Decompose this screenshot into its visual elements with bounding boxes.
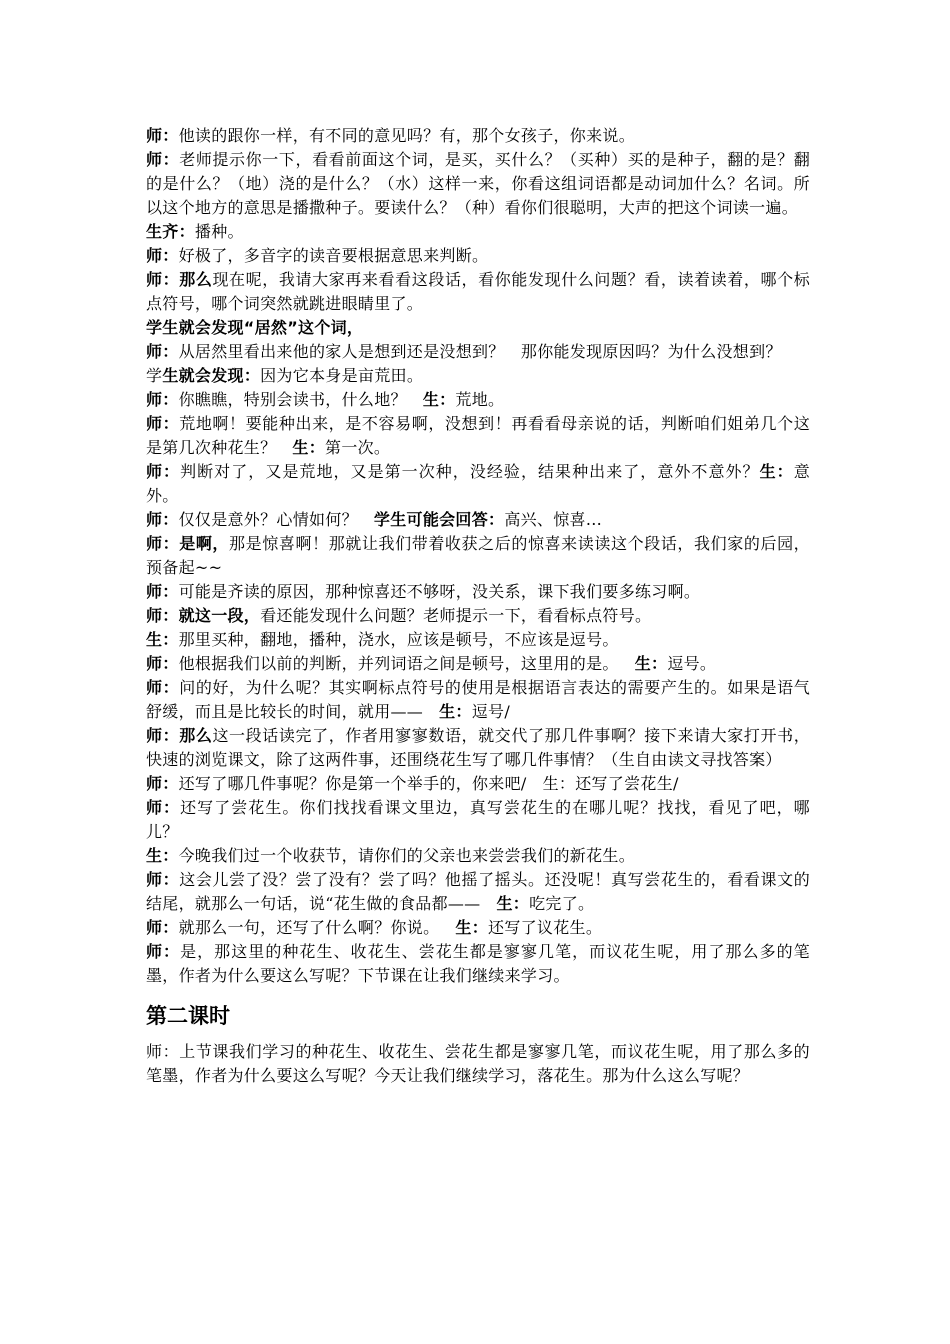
lesson-transcript [146, 124, 810, 988]
second-lesson-section [146, 998, 810, 1088]
speaker-label: 师：是啊， [146, 534, 230, 553]
dialogue-paragraph [146, 772, 810, 796]
dialogue-paragraph [146, 916, 810, 940]
speaker-label: 生： [292, 438, 326, 457]
dialogue-paragraph [146, 940, 810, 988]
document-page [146, 124, 810, 1088]
speaker-label: 生： [146, 630, 179, 649]
dialogue-paragraph [146, 532, 810, 580]
speaker-label: 生： [439, 702, 472, 721]
dialogue-text: 逗号/ [471, 702, 511, 721]
speaker-label: 师： [146, 774, 179, 793]
dialogue-paragraph [146, 580, 810, 604]
speaker-label: 师： [146, 798, 181, 817]
dialogue-text: 那里买种，翻地，播种，浇水，应该是顿号，不应该是逗号。 [178, 630, 619, 649]
dialogue-paragraph [146, 124, 810, 148]
dialogue-text: 老师提示你一下，看看前面这个词，是买，买什么？（买种）买的是种子，翻的是？翻的是什么？（地）浇的是什么？（水）这样一来，你看这组词语都是动词加什么？名词。所以这个地方的意思是播撒种子。要读什么？（种）看你们很聪明，大声的把这个词读一遍。 [146, 150, 810, 217]
second-lesson-transcript [146, 1040, 810, 1088]
dialogue-text: 因为它本身是亩荒田。 [260, 366, 424, 385]
speaker-label: 生齐： [146, 222, 195, 241]
dialogue-text: 意外。 [146, 462, 810, 505]
dialogue-paragraph [146, 628, 810, 652]
speaker-label: 师： [146, 390, 179, 409]
dialogue-text: 现在呢，我请大家再来看看这段话，看你能发现什么问题？看，读着读着，哪个标点符号，哪个词突然就跳进眼睛里了。 [146, 270, 810, 313]
speaker-label: 学生就会发现“居然”这个词， [146, 318, 364, 337]
dialogue-text: 还写了尝花生。你们找找看课文里边，真写尝花生的在哪儿呢？找找，看见了吧，哪儿？ [146, 798, 810, 841]
dialogue-text: 这会儿尝了没？尝了没有？尝了吗？他摇了摇头。还没呢！真写尝花生的，看看课文的结尾，就那么一句话，说“花生做的食品都—— [146, 870, 810, 913]
dialogue-text: 判断对了，又是荒地，又是第一次种，没经验，结果种出来了，意外不意外？ [180, 462, 760, 481]
dialogue-text: 那是惊喜啊！那就让我们带着收获之后的惊喜来读读这个段话，我们家的后园，预备起~~ [146, 534, 810, 577]
dialogue-text: 生：还写了尝花生/ [542, 774, 679, 793]
speaker-label: 生： [455, 918, 489, 937]
dialogue-text: 荒地啊！要能种出来，是不容易啊，没想到！再看看母亲说的话，判断咱们姐弟几个这是第几次种花生？ [146, 414, 810, 457]
dialogue-text: 就那么一句，还写了什么啊？你说。 [178, 918, 440, 937]
dialogue-text: 今晚我们过一个收获节，请你们的父亲也来尝尝我们的新花生。 [178, 846, 636, 865]
speaker-label: 生： [146, 846, 179, 865]
speaker-label: 师： [146, 654, 179, 673]
dialogue-text: 仅仅是意外？心情如何？ [178, 510, 358, 529]
dialogue-text: 这一段话读完了，作者用寥寥数语，就交代了那几件事啊？接下来请大家打开书，快速的浏览课文，除了这两件事，还围绕花生写了哪几件事情？（生自由读文寻找答案） [146, 726, 810, 769]
dialogue-text: 看还能发现什么问题？老师提示一下，看看标点符号。 [260, 606, 652, 625]
speaker-label: 生： [422, 390, 456, 409]
dialogue-paragraph [146, 268, 810, 316]
dialogue-text: 播种。 [194, 222, 244, 241]
dialogue-text: 高兴、惊喜... [504, 510, 602, 529]
dialogue-paragraph [146, 508, 810, 532]
speaker-label: 师： [146, 582, 179, 601]
dialogue-paragraph [146, 244, 810, 268]
speaker-label: 师：那么 [146, 726, 213, 745]
dialogue-text: 好极了，多音字的读音要根据意思来判断。 [178, 246, 489, 265]
dialogue-paragraph [146, 460, 810, 508]
dialogue-text: 从居然里看出来他的家人是想到还是没想到？ 那你能发现原因吗？为什么没想到？ [178, 342, 782, 361]
dialogue-text: 他根据我们以前的判断，并列词语之间是顿号，这里用的是。 [178, 654, 619, 673]
dialogue-paragraph [146, 604, 810, 628]
speaker-label: 学生可能会回答： [373, 510, 505, 529]
dialogue-paragraph [146, 412, 810, 460]
dialogue-paragraph [146, 844, 810, 868]
section-heading: 第二课时 [146, 1004, 230, 1028]
dialogue-text: 可能是齐读的原因，那种惊喜还不够呀，没关系，课下我们要多练习啊。 [178, 582, 701, 601]
dialogue-paragraph [146, 1040, 810, 1088]
speaker-label: 师： [146, 942, 181, 961]
dialogue-paragraph [146, 652, 810, 676]
dialogue-paragraph [146, 148, 810, 220]
dialogue-text: 吃完了。 [529, 894, 595, 913]
speaker-label: 生就会发现： [162, 366, 261, 385]
dialogue-text: 荒地。 [455, 390, 505, 409]
speaker-label: 师： [146, 510, 179, 529]
dialogue-paragraph [146, 220, 810, 244]
speaker-label: 师： [146, 342, 179, 361]
dialogue-text: 还写了议花生。 [488, 918, 603, 937]
dialogue-paragraph [146, 340, 810, 364]
speaker-label: 师： [146, 918, 179, 937]
speaker-label: 师： [146, 870, 180, 889]
speaker-label: 生： [759, 462, 794, 481]
dialogue-paragraph [146, 388, 810, 412]
dialogue-text: 问的好，为什么呢？其实啊标点符号的使用是根据语言表达的需要产生的。如果是语气舒缓，而且是比较长的时间，就用—— [146, 678, 810, 721]
dialogue-paragraph [146, 868, 810, 916]
speaker-label: 师： [146, 150, 180, 169]
speaker-label: 师： [146, 462, 181, 481]
dialogue-text: 学 [146, 366, 163, 385]
speaker-label: 师： [146, 414, 180, 433]
dialogue-paragraph [146, 364, 810, 388]
speaker-label: 师： [146, 126, 179, 145]
speaker-label: 师： [146, 246, 179, 265]
dialogue-text: 你瞧瞧，特别会读书，什么地？ [178, 390, 407, 409]
speaker-label: 生： [634, 654, 668, 673]
speaker-label: 师：就这一段， [146, 606, 261, 625]
dialogue-paragraph [146, 724, 810, 772]
dialogue-text: 是，那这里的种花生、收花生、尝花生都是寥寥几笔，而议花生呢，用了那么多的笔墨，作者为什么要这么写呢？下节课在让我们继续来学习。 [146, 942, 810, 985]
dialogue-paragraph [146, 796, 810, 844]
speaker-label: 生： [496, 894, 530, 913]
dialogue-text: 师：上节课我们学习的种花生、收花生、尝花生都是寥寥几笔，而议花生呢，用了那么多的笔墨，作者为什么要这么写呢？今天让我们继续学习，落花生。那为什么这么写呢？ [146, 1042, 810, 1085]
speaker-label: 师：那么 [146, 270, 213, 289]
dialogue-paragraph [146, 676, 810, 724]
speaker-label: 师： [146, 678, 180, 697]
dialogue-text: 他读的跟你一样，有不同的意见吗？有，那个女孩子，你来说。 [178, 126, 636, 145]
dialogue-text: 还写了哪几件事呢？你是第一个举手的，你来吧/ [178, 774, 527, 793]
dialogue-text: 第一次。 [325, 438, 391, 457]
dialogue-text: 逗号。 [667, 654, 717, 673]
dialogue-paragraph [146, 316, 810, 340]
